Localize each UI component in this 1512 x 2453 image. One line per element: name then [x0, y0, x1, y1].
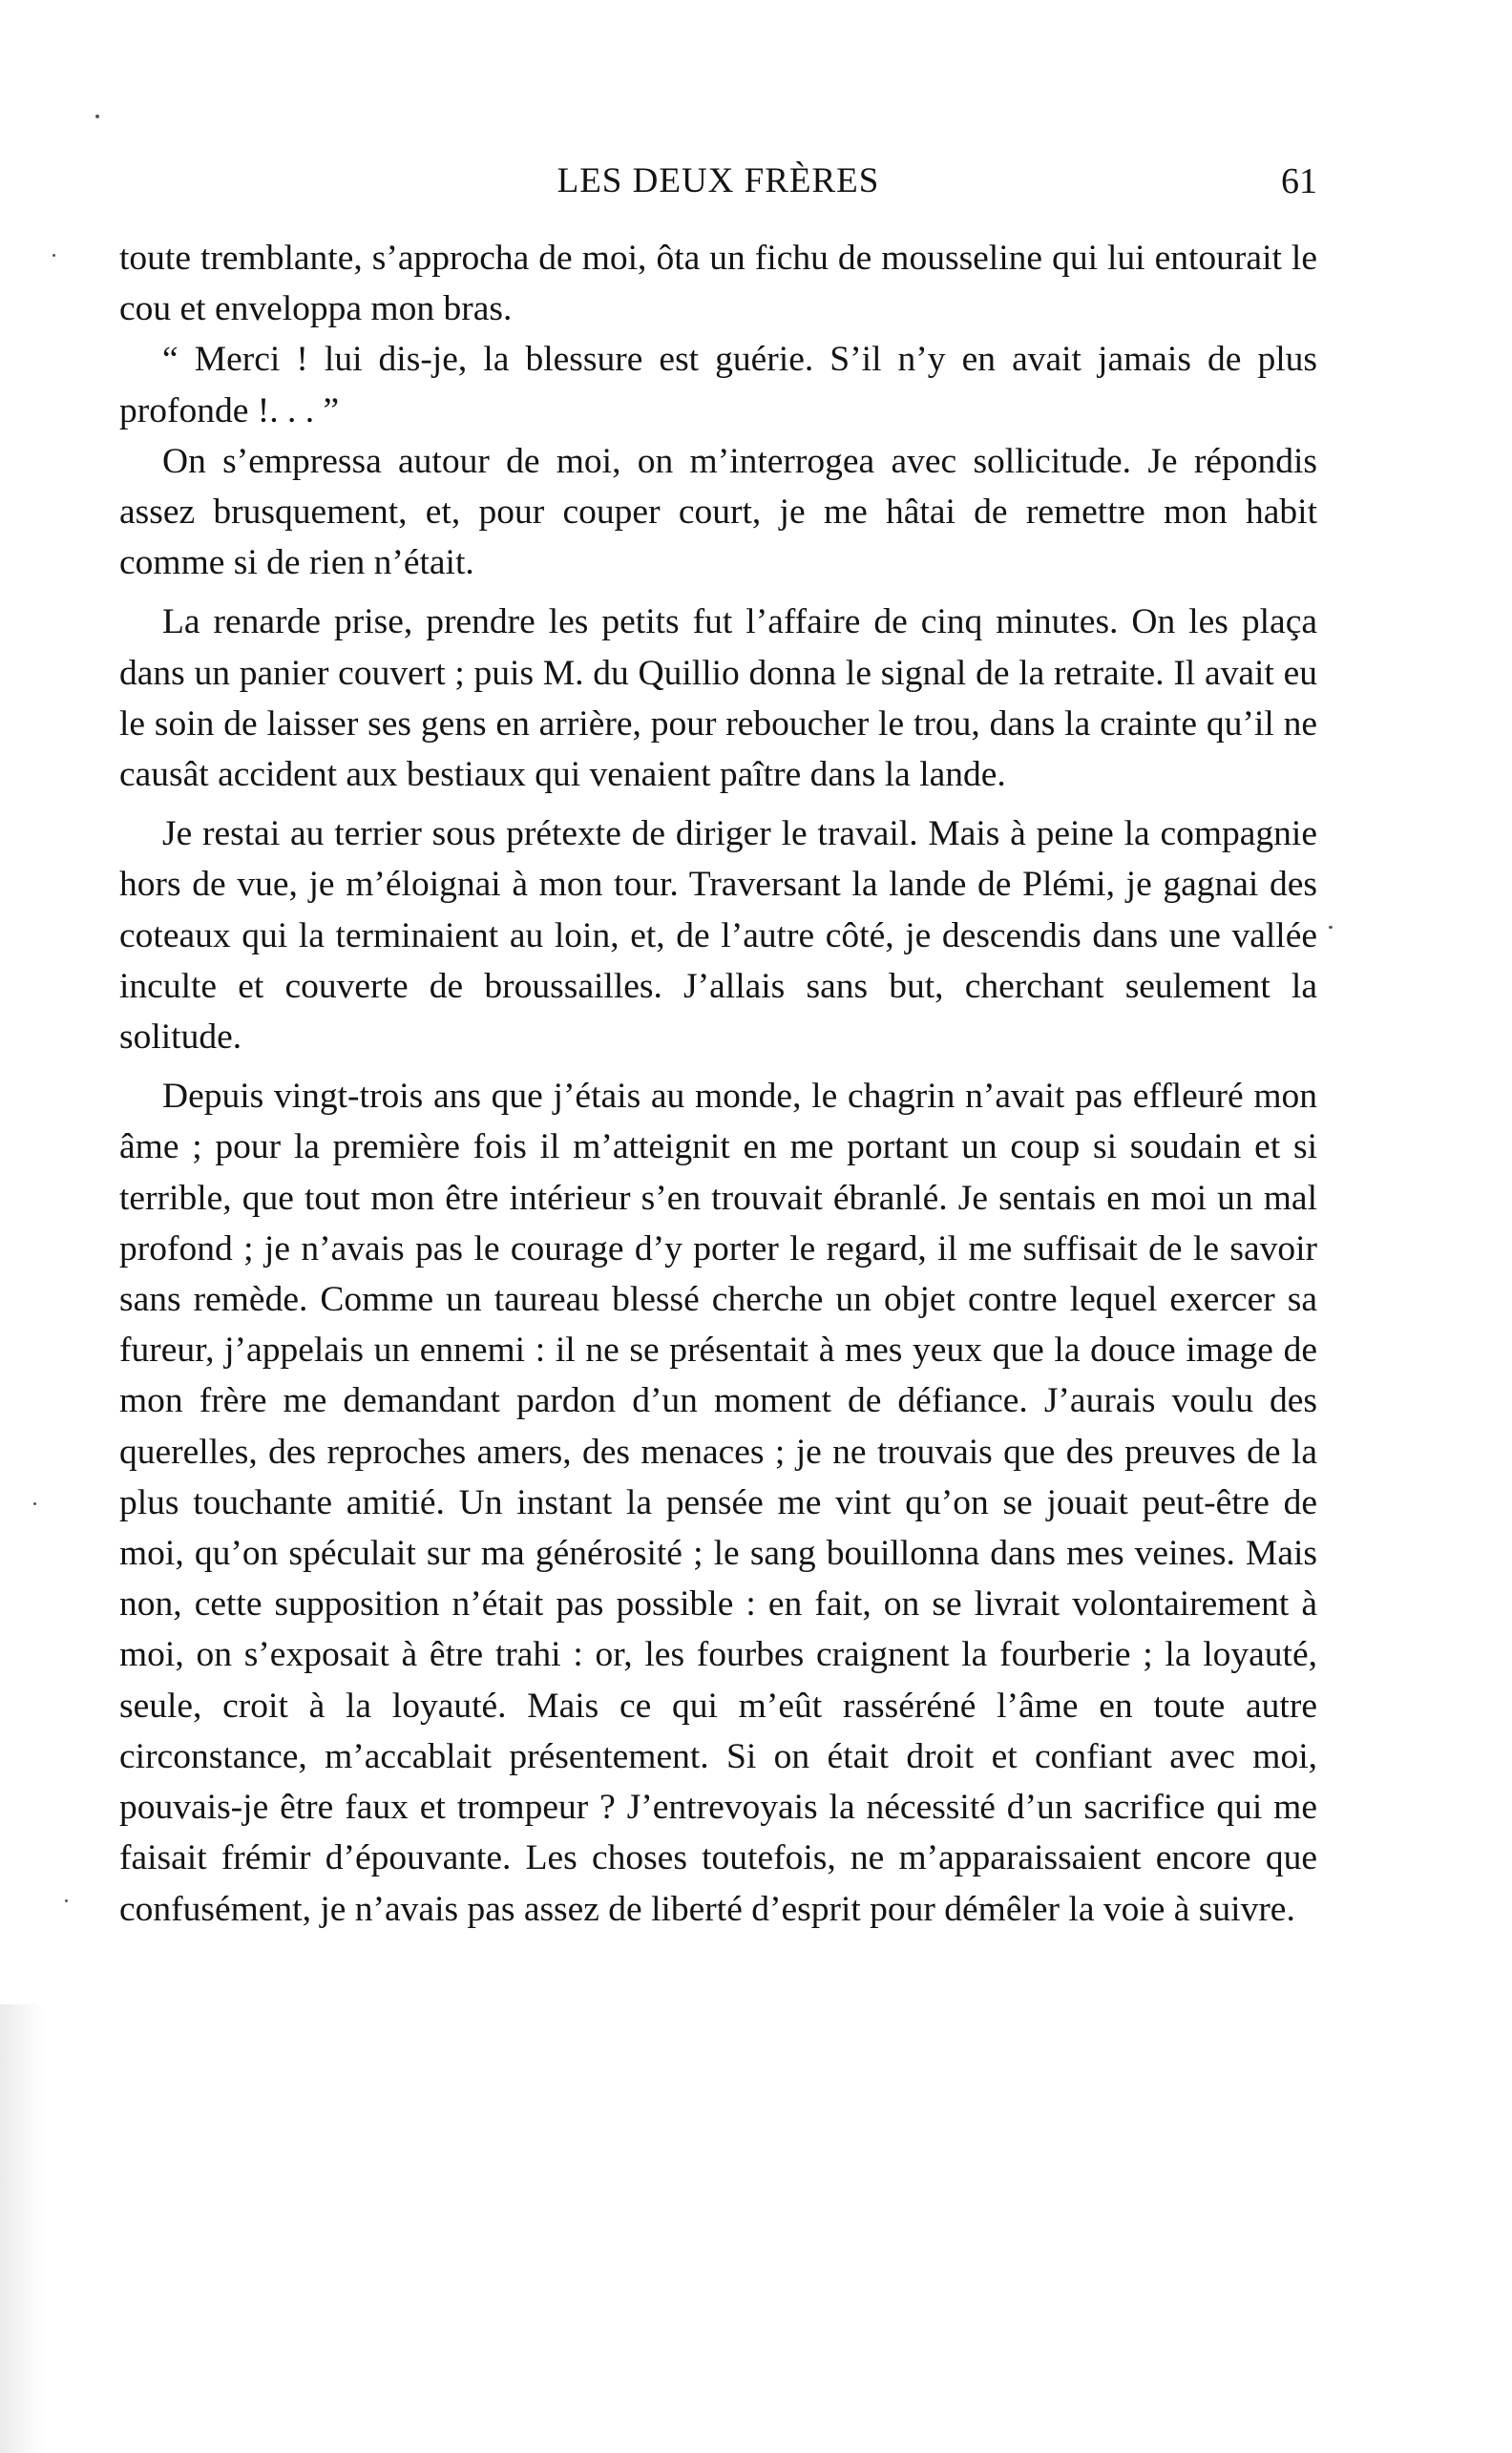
scan-speck [52, 254, 55, 257]
running-head [119, 153, 1317, 210]
paragraph: On s’empressa autour de moi, on m’interrogea avec sollicitude. Je répondis assez brusquement, et, pour couper court, je me hâtai de remettre mon habit comme si de rien n’était. [119, 441, 1317, 583]
paragraph: Depuis vingt-trois ans que j’étais au monde, le chagrin n’avait pas effleuré mon âme ; pour la première fois il m’atteignit en me portant un coup si soudain et si terrible, que tout mon être intérieur s’en trouvait ébranlé. Je sentais en moi un mal profond ; je n’avais pas le courage d’y porter le regard, il me suffisait de le savoir sans remède. Comme un taureau blessé cherche un objet contre lequel exercer sa fureur, j’appelais un ennemi : il ne se présentait à mes yeux que la douce image de mon frère me demandant pardon d’un moment de défiance. J’aurais voulu des querelles, des reproches amers, des menaces ; je ne trouvais que des preuves de la plus touchante amitié. Un instant la pensée me vint qu’on se jouait peut-être de moi, qu’on spéculait sur ma générosité ; le sang bouillonna dans mes veines. Mais non, cette supposition n’était pas possible : en fait, on se livrait volontairement à moi, on s’exposait à être trahi : or, les fourbes craignent la fourberie ; la loyauté, seule, croit à la loyauté. Mais ce qui m’eût rasséréné l’âme en toute autre circonstance, m’accablait présentement. Si on était droit et confiant avec moi, pouvais-je être faux et trompeur ? J’entrevoyais la nécessité d’un sacrifice qui me faisait frémir d’épouvante. Les choses toutefois, ne m’apparaissaient encore que confusément, je n’avais pas assez de liberté d’esprit pour démêler la voie à suivre. [119, 1077, 1317, 1929]
scan-edge-shadow [0, 2004, 44, 2453]
scan-speck [95, 115, 99, 118]
paragraph-quote: “ Merci ! lui dis-je, la blessure est guérie. S’il n’y en avait jamais de plus profonde !. . . ” [119, 340, 1317, 430]
paragraph: Je restai au terrier sous prétexte de diriger le travail. Mais à peine la compagnie hors de vue, je m’éloignai à mon tour. Traversant la lande de Plémi, je gagnai des coteaux qui la terminaient au loin, et, de l’autre côté, je descendis dans une vallée inculte et couverte de broussailles. J’allais sans but, cherchant seulement la solitude. [119, 814, 1317, 1058]
paragraph: La renarde prise, prendre les petits fut l’affaire de cinq minutes. On les plaça dans un panier couvert ; puis M. du Quillio donna le signal de la retraite. Il avait eu le soin de laisser ses gens en arrière, pour reboucher le trou, dans la crainte qu’il ne causât accident aux bestiaux qui venaient paître dans la lande. [119, 602, 1317, 795]
body-text [119, 233, 1317, 1935]
page-number: 61 [1281, 161, 1317, 201]
scan-speck [65, 1899, 68, 1902]
running-title: LES DEUX FRÈRES [556, 161, 880, 200]
scan-speck [33, 1502, 36, 1505]
paragraph-continued: toute tremblante, s’approcha de moi, ôta un fichu de mousseline qui lui entourait le cou et enveloppa mon bras. [119, 239, 1317, 329]
scan-speck [1329, 926, 1333, 929]
